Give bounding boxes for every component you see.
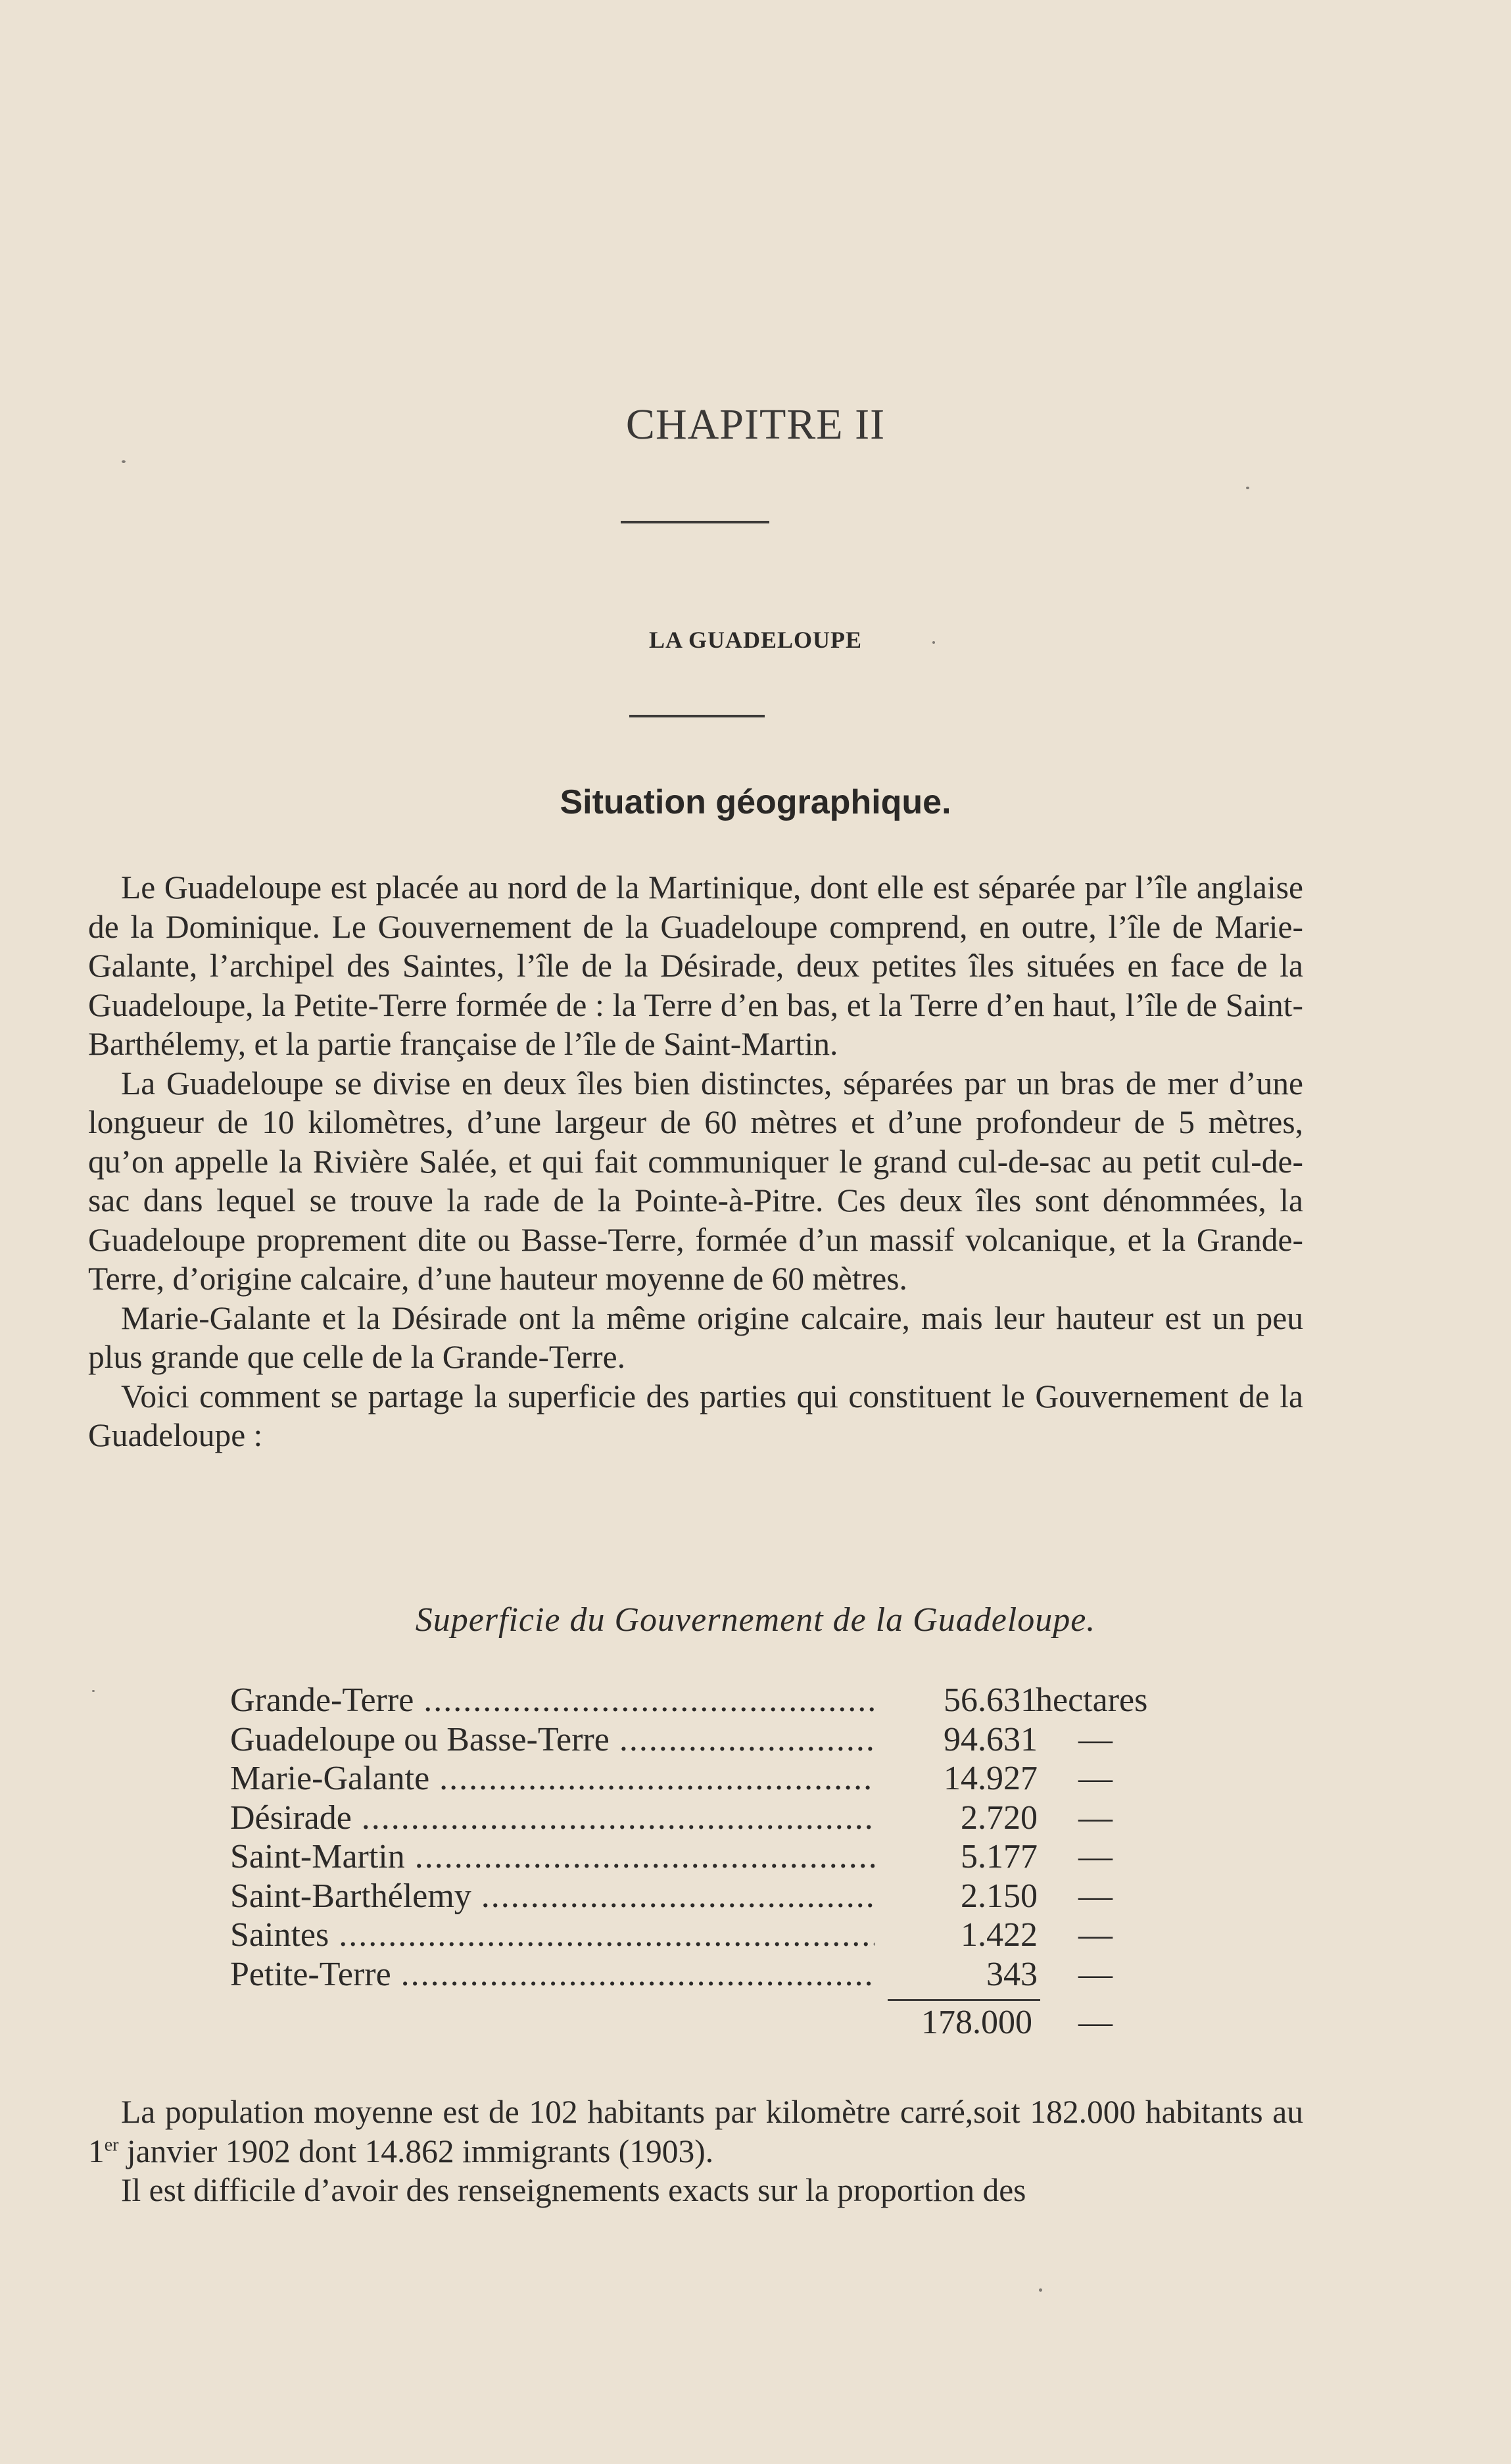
row-name: Saintes ..... (230, 1916, 875, 1955)
paper-speck (122, 460, 126, 463)
total-ditto-dash: — (1078, 2004, 1113, 2041)
population-text-end: janvier 1902 dont 14.862 immigrants (1903). (118, 2133, 714, 2169)
closing-text (88, 2092, 1303, 2210)
row-ditto-dash: — (1078, 1838, 1113, 1875)
paragraph: La Guadeloupe se divise en deux îles bien distinctes, séparées par un bras de mer d’une longueur de 10 kilomètres, d’une largeur de 60 mètres et d’une profondeur de 5 mètres, qu’on appelle la Rivière Salée, et qui fait communiquer le grand cul-de-sac au petit cul-de-sac dans lequel se trouve la rade de la Pointe-à-Pitre. Ces deux îles sont dénommées, la Guadeloupe proprement dite ou Basse-Terre, formée d’un massif volcanique, et la Grande-Terre, d’origine calcaire, d’une hauteur moyenne de 60 mètres. (88, 1065, 1303, 1297)
row-value: 2.720 (875, 1799, 1038, 1838)
row-name: Saint-Barthélemy ..... (230, 1877, 875, 1916)
row-name: Petite-Terre ..... (230, 1955, 875, 1994)
row-ditto-dash: — (1078, 1955, 1113, 1993)
ordinal-superscript: er (104, 2135, 119, 2155)
row-ditto-dash: — (1078, 1760, 1113, 1797)
row-value: 94.631 (875, 1720, 1038, 1760)
row-name: Grande-Terre ..... (230, 1681, 875, 1720)
table-row (230, 1720, 1184, 1760)
main-text (88, 868, 1303, 1455)
row-name: Marie-Galante ..... (230, 1759, 875, 1799)
paragraph: Voici comment se partage la superficie des parties qui constituent le Gouvernement de la Guadeloupe : (88, 1378, 1303, 1453)
area-table (230, 1681, 1184, 1994)
paper-speck (1039, 2288, 1042, 2292)
table-row (230, 1759, 1184, 1799)
table-row (230, 1799, 1184, 1838)
row-ditto-dash: — (1078, 1799, 1113, 1837)
paper-speck (1246, 487, 1249, 489)
table-row (230, 1837, 1184, 1877)
section-title: LA GUADELOUPE (648, 627, 863, 653)
chapter-title: CHAPITRE II (625, 400, 886, 448)
table-row (230, 1916, 1184, 1955)
table-row (230, 1955, 1184, 1994)
table-row (230, 1681, 1184, 1720)
chapter-divider (621, 521, 769, 523)
row-value: 1.422 (875, 1916, 1038, 1955)
subsection-title: Situation géographique. (560, 783, 951, 821)
paragraph: Marie-Galante et la Désirade ont la même origine calcaire, mais leur hauteur est un peu plus grande que celle de la Grande-Terre. (88, 1299, 1303, 1375)
row-value: 2.150 (875, 1877, 1038, 1916)
paragraph: Il est difficile d’avoir des renseignements exacts sur la proportion des (121, 2172, 1026, 2208)
section-divider (629, 715, 765, 717)
row-ditto-dash: — (1078, 1916, 1113, 1954)
row-name: Guadeloupe ou Basse-Terre ..... (230, 1720, 875, 1760)
row-ditto-dash: — (1078, 1877, 1113, 1915)
row-unit: hectares (1036, 1681, 1148, 1719)
row-name: Saint-Martin ..... (230, 1837, 875, 1877)
paper-speck (932, 641, 935, 644)
row-ditto-dash: — (1078, 1720, 1113, 1758)
row-value: 343 (875, 1955, 1038, 1994)
row-value: 56.631 (875, 1681, 1038, 1720)
paper-speck (92, 1690, 95, 1692)
table-caption: Superficie du Gouvernement de la Guadeloupe. (415, 1601, 1096, 1639)
population-text: La population moyenne est de 102 habitants par kilomètre carré,soit 182.000 habitants au 1 (88, 2094, 1303, 2169)
total-divider (888, 1999, 1040, 2001)
table-row (230, 1877, 1184, 1916)
row-value: 5.177 (875, 1837, 1038, 1877)
table-total-row (230, 2003, 1184, 2042)
paragraph (88, 2092, 1303, 2171)
row-value: 14.927 (875, 1759, 1038, 1799)
total-value: 178.000 (921, 2004, 1032, 2041)
row-name: Désirade ..... (230, 1799, 875, 1838)
paragraph: Le Guadeloupe est placée au nord de la Martinique, dont elle est séparée par l’île anglaise de la Dominique. Le Gouvernement de la Guadeloupe comprend, en outre, l’île de Marie-Galante, l’archipel des Saintes, l’île de la Désirade, deux petites îles situées en face de la Guadeloupe, la Petite-Terre formée de : la Terre d’en bas, et la Terre d’en haut, l’île de Saint-Barthélemy, et la partie française de l’île de Saint-Martin. (88, 869, 1303, 1062)
